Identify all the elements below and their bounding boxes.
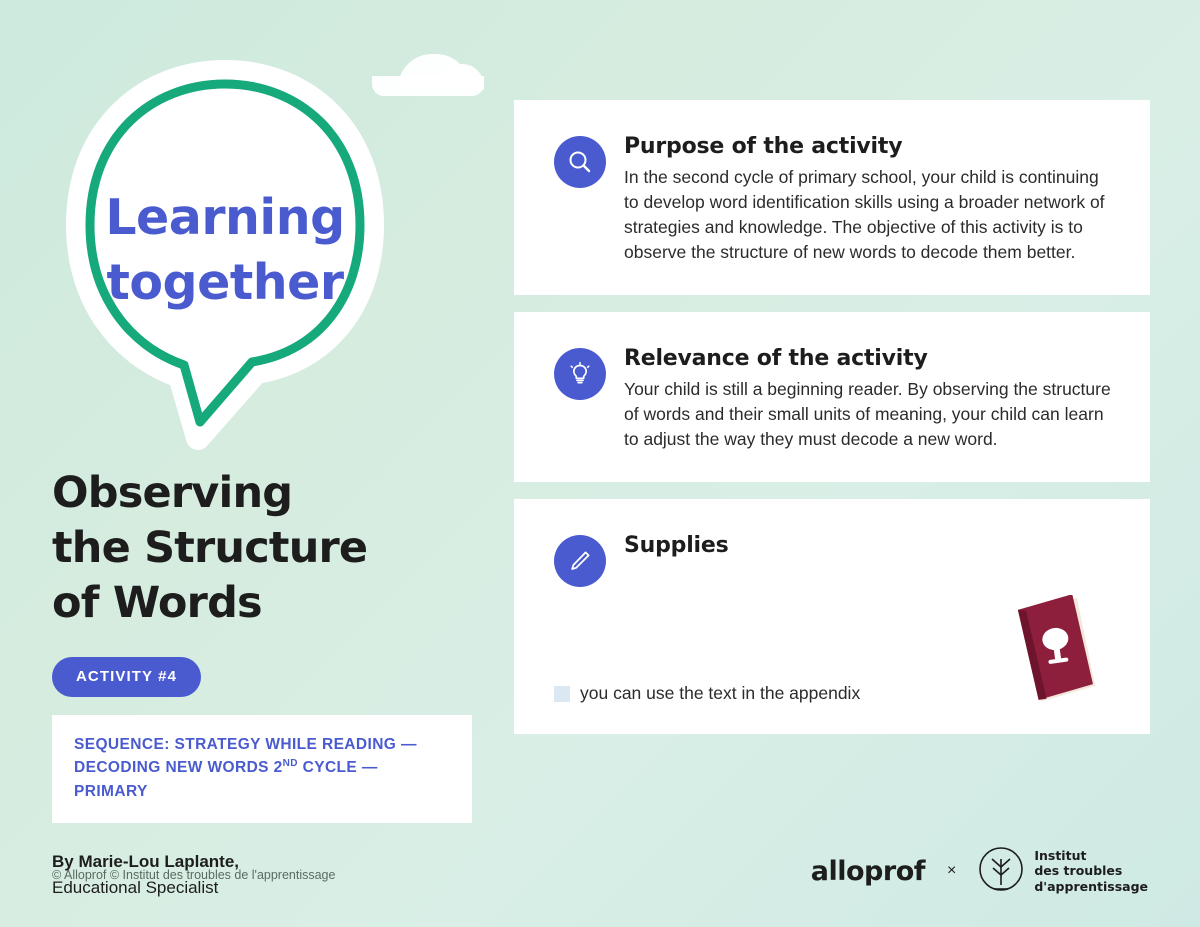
brand-separator: × [947,862,957,879]
institute-name [1034,848,1148,894]
page-title-line-3: of Words [52,578,262,629]
institute-line-1: Institut [1034,848,1087,864]
note-checkbox-icon [554,686,570,702]
sequence-ordinal: ND [282,758,298,770]
logo-line-1: Learning [105,189,345,246]
page-title-line-1: Observing [52,468,293,518]
lightbulb-icon [554,348,606,400]
sequence-line-2a: DECODING NEW WORDS 2 [74,759,283,777]
card-text: In the second cycle of primary school, your child is continuing to develop word identification skills using a broader network of strategies and knowledge. The objective of this activity is to observe the structure of new words to decode them better. [624,167,1105,263]
institute-line-3: d'apprentissage [1034,878,1148,894]
card-title: Supplies [624,533,729,559]
activity-badge: ACTIVITY #4 [52,657,201,697]
magnifier-icon [554,136,606,188]
left-column [52,60,482,902]
supplies-note-text: you can use the text in the appendix [580,683,861,704]
tree-icon [978,845,1024,897]
book-icon [1010,595,1102,707]
card-relevance [514,312,1150,482]
author-role: Educational Specialist [52,878,219,898]
card-title: Purpose of the activity [624,134,903,159]
page-title [52,466,482,631]
card-purpose [514,100,1150,295]
right-column [514,100,1150,751]
alloprof-logo: alloprof [810,855,925,887]
pencil-icon [554,535,606,587]
copyright-text: © Alloprof © Institut des troubles de l'apprentissage [52,868,336,882]
learning-together-logo [60,60,390,450]
logo-line-2: together [106,253,344,311]
card-title: Relevance of the activity [624,346,928,372]
author-name: By Marie-Lou Laplante, [52,852,240,871]
page-title-line-2: the Structure [52,523,368,574]
logo-text [60,186,390,315]
sequence-box [52,715,472,823]
sequence-line-1: SEQUENCE: STRATEGY WHILE READING — [74,736,417,754]
card-supplies [514,499,1150,734]
institute-logo [978,845,1148,897]
card-text: Your child is still a beginning reader. By observing the structure of words and their small units of meaning, your child can learn to adjust the way they must decode a new word. [624,379,1111,450]
sequence-line-2b: CYCLE — PRIMARY [74,759,378,800]
institute-line-2: des troubles [1034,863,1123,879]
footer-brands [811,845,1148,897]
